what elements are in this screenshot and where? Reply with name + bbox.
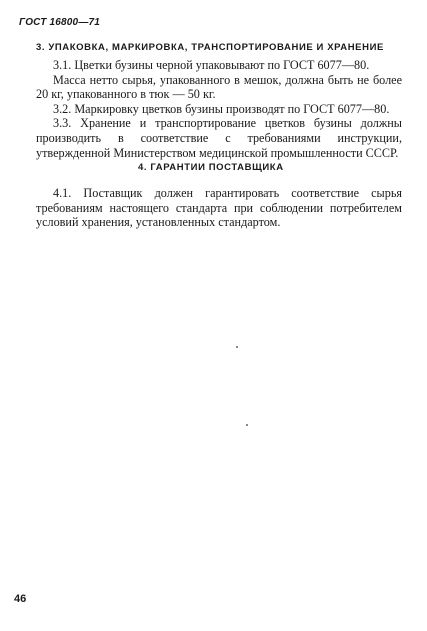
paragraph-3-1: 3.1. Цветки бузины черной упаковывают по ГОСТ 6077—80. [53,58,370,72]
section-3-title: 3. УПАКОВКА, МАРКИРОВКА, ТРАНСПОРТИРОВАНИЕ И ХРАНЕНИЕ [36,42,384,53]
scan-speck [246,424,248,426]
paragraph-3-2: 3.2. Маркировку цветков бузины производят по ГОСТ 6077—80. [53,101,390,116]
paragraph-4-1: 4.1. Поставщик должен гарантировать соответствие сырья требованиям настоящего стандарта при соблюдении потребителем условий хранения, установленных стандартом. [36,186,402,230]
page-number: 46 [14,593,27,605]
section-4-title: 4. ГАРАНТИИ ПОСТАВЩИКА [138,162,284,173]
paragraph-3-1-mass: Масса нетто сырья, упакованного в мешок, должна быть не более 20 кг, упакованного в тюк — 50 кг. [36,72,402,102]
paragraph-3-3: 3.3. Хранение и транспортирование цветков бузины должны производить в соответствие с требованиями инструкции, утвержденной Министерством медицинской промышленности СССР. [36,116,402,160]
section-3-body [36,58,402,160]
document-header: ГОСТ 16800—71 [19,17,101,28]
scan-speck [236,346,238,348]
section-4-body [36,186,402,230]
